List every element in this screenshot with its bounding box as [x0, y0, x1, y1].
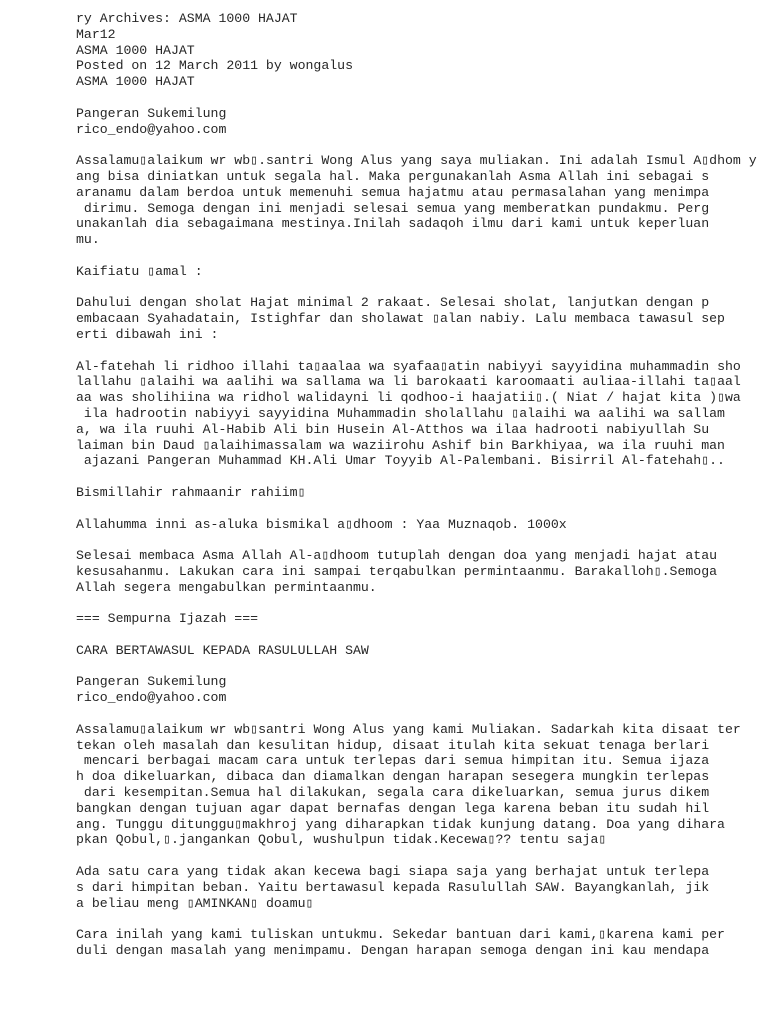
text-line: lallahu ▯alaihi wa aalihi wa sallama wa li barokaati karoomaati auliaa-illahi ta▯aal — [76, 374, 741, 390]
document-text — [76, 11, 766, 959]
text-line: kesusahanmu. Lakukan cara ini sampai terqabulkan permintaanmu. Barakalloh▯.Semoga — [76, 563, 718, 579]
text-line: dirimu. Semoga dengan ini menjadi selesai semua yang memberatkan pundakmu. Perg — [76, 200, 710, 216]
text-line: ang. Tunggu ditunggu▯makhroj yang diharapkan tidak kunjung datang. Doa yang dihara — [76, 816, 725, 832]
fatehah-paragraph — [76, 359, 766, 470]
sempurna-ijazah-line: === Sempurna Ijazah === — [76, 611, 259, 627]
text-line: pkan Qobul,▯.jangankan Qobul, wushulpun tidak.Kecewa▯?? tentu saja▯ — [76, 832, 607, 848]
text-line: Al-fatehah li ridhoo illahi ta▯aalaa wa syafaa▯atin nabiyyi sayyidina muhammadin sho — [76, 358, 741, 374]
text-line: Allah segera mengabulkan permintaanmu. — [76, 579, 377, 595]
text-line: mencari berbagai macam cara untuk terlepas dari semua himpitan itu. Semua ijaza — [76, 753, 710, 769]
post-title: ASMA 1000 HAJAT — [76, 42, 195, 58]
text-line: laiman bin Daud ▯alaihimassalam wa waziirohu Ashif bin Barkhiyaa, wa ila ruuhi man — [76, 437, 725, 453]
text-line: Assalamu▯alaikum wr wb▯.santri Wong Alus yang saya muliakan. Ini adalah Ismul A▯dhom y — [76, 153, 757, 169]
text-line: duli dengan masalah yang menimpamu. Dengan harapan semoga dengan ini kau mendapa — [76, 943, 710, 959]
author-name: Pangeran Sukemilung — [76, 674, 227, 690]
text-line: s dari himpitan beban. Yaitu bertawasul kepada Rasulullah SAW. Bayangkanlah, jik — [76, 879, 710, 895]
text-line: erti dibawah ini : — [76, 326, 219, 342]
text-line: ajazani Pangeran Muhammad KH.Ali Umar Toyyib Al-Palembani. Bisirril Al-fatehah▯.. — [76, 453, 725, 469]
text-line: bangkan dengan tujuan agar dapat bernafas dengan lega karena beban itu sudah hil — [76, 800, 710, 816]
author-name: Pangeran Sukemilung — [76, 105, 227, 121]
section2-paragraph-1 — [76, 722, 766, 848]
text-line: aa was sholihiina wa ridhol walidayni li qodhoo-i haajatii▯.( Niat / hajat kita )▯wa — [76, 390, 741, 406]
kaifiatu-heading: Kaifiatu ▯amal : — [76, 263, 203, 279]
text-line: tekan oleh masalah dan kesulitan hidup, disaat itulah kita sekuat tenaga berlari — [76, 737, 710, 753]
text-line: unakanlah dia sebagaimana mestinya.Inilah sadaqoh ilmu dari kami untuk keperluan — [76, 216, 710, 232]
post-meta: Posted on 12 March 2011 by wongalus — [76, 58, 353, 74]
section2-paragraph-2 — [76, 864, 766, 911]
dahului-paragraph — [76, 295, 766, 342]
text-line: embacaan Syahadatain, Istighfar dan sholawat ▯alan nabiy. Lalu membaca tawasul sep — [76, 311, 725, 327]
selesai-paragraph — [76, 548, 766, 595]
author-email: rico_endo@yahoo.com — [76, 690, 227, 706]
date-badge: Mar12 — [76, 26, 116, 42]
text-line: ang bisa diniatkan untuk segala hal. Maka pergunakanlah Asma Allah ini sebagai s — [76, 168, 710, 184]
text-line: ila hadrootin nabiyyi sayyidina Muhammadin sholallahu ▯alaihi wa aalihi wa sallam — [76, 405, 725, 421]
text-line: h doa dikeluarkan, dibaca dan diamalkan dengan harapan sesegera mungkin terlepas — [76, 769, 710, 785]
post-title-repeat: ASMA 1000 HAJAT — [76, 74, 195, 90]
section2-paragraph-3 — [76, 927, 766, 959]
text-line: dari kesempitan.Semua hal dilakukan, segala cara dikeluarkan, semua jurus dikem — [76, 785, 710, 801]
allahumma-line: Allahumma inni as-aluka bismikal a▯dhoom : Yaa Muznaqob. 1000x — [76, 516, 567, 532]
bismillah-line: Bismillahir rahmaanir rahiim▯ — [76, 484, 306, 500]
intro-paragraph — [76, 153, 766, 248]
text-line: a beliau meng ▯AMINKAN▯ doamu▯ — [76, 895, 314, 911]
archive-title: ry Archives: ASMA 1000 HAJAT — [76, 11, 298, 26]
text-line: aranamu dalam berdoa untuk memenuhi semua hajatmu atau permasalahan yang menimpa — [76, 184, 710, 200]
section-title: CARA BERTAWASUL KEPADA RASULULLAH SAW — [76, 642, 369, 658]
text-line: Cara inilah yang kami tuliskan untukmu. Sekedar bantuan dari kami,▯karena kami per — [76, 927, 725, 943]
text-line: Ada satu cara yang tidak akan kecewa bagi siapa saja yang berhajat untuk terlepa — [76, 864, 710, 880]
text-line: mu. — [76, 232, 100, 248]
text-line: Dahului dengan sholat Hajat minimal 2 rakaat. Selesai sholat, lanjutkan dengan p — [76, 295, 710, 311]
author-email: rico_endo@yahoo.com — [76, 121, 227, 137]
text-line: Selesai membaca Asma Allah Al-a▯dhoom tutuplah dengan doa yang menjadi hajat atau — [76, 548, 718, 564]
text-line: a, wa ila ruuhi Al-Habib Ali bin Husein Al-Atthos wa ilaa hadrooti nabiyullah Su — [76, 421, 710, 437]
text-line: Assalamu▯alaikum wr wb▯santri Wong Alus yang kami Muliakan. Sadarkah kita disaat ter — [76, 721, 741, 737]
